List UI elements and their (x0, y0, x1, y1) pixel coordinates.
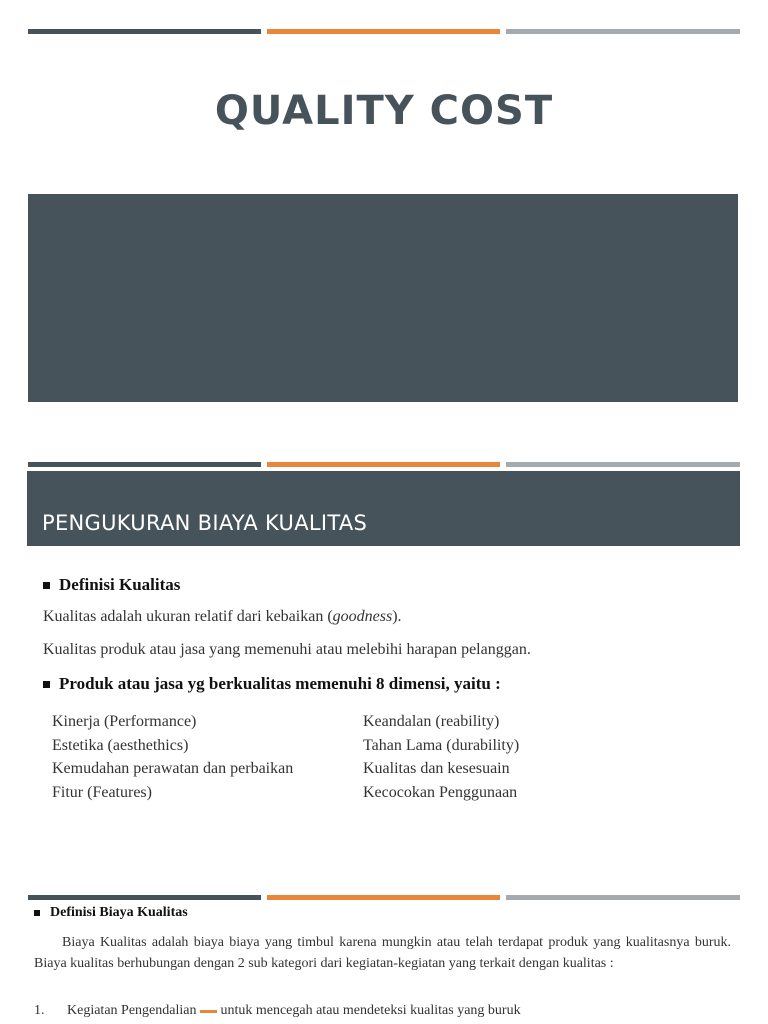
slide1-panel (28, 194, 738, 402)
bullet-text: Produk atau jasa yg berkualitas memenuhi 8 dimensi, yaitu : (59, 674, 501, 693)
accent-bar-dark (28, 895, 261, 900)
item-text: untuk mencegah atau mendeteksi kualitas yang buruk (220, 1003, 521, 1018)
slide2-accent-bars (28, 462, 740, 467)
numbered-item-1 (34, 1003, 521, 1019)
square-bullet-icon (43, 582, 50, 589)
slide1-title: QUALITY COST (214, 88, 554, 134)
definition-line-1-pre: Kualitas adalah ukuran relatif dari kebaikan ( (43, 608, 333, 625)
dimension-item: Kecocokan Penggunaan (363, 783, 518, 801)
accent-bar-dark (28, 462, 261, 467)
slide2-header (27, 471, 740, 546)
bullet-dimensi (43, 674, 501, 694)
accent-bar-gray (506, 462, 740, 467)
bullet-definisi-kualitas (43, 575, 180, 595)
dimensions-left-column (52, 710, 293, 804)
square-bullet-icon (34, 910, 40, 916)
dimension-item: Estetika (aesthethics) (52, 736, 189, 754)
dimension-item: Tahan Lama (durability) (363, 736, 520, 754)
item-label: Kegiatan Pengendalian (67, 1003, 197, 1018)
bullet-text: Definisi Biaya Kualitas (50, 905, 188, 920)
biaya-kualitas-paragraph (34, 932, 731, 974)
bullet-text: Definisi Kualitas (59, 575, 181, 594)
definition-line-1 (43, 608, 402, 626)
item-number: 1. (34, 1003, 45, 1018)
accent-bar-orange (267, 895, 500, 900)
definition-line-2: Kualitas produk atau jasa yang memenuhi atau melebihi harapan pelanggan. (43, 641, 531, 658)
accent-bar-dark (28, 29, 261, 34)
dimension-item: Kemudahan perawatan dan perbaikan (52, 760, 294, 777)
paragraph-text: Biaya Kualitas adalah biaya biaya yang timbul karena mungkin atau telah terdapat produk yang kualitasnya buruk. Biaya kualitas berhubungan dengan 2 sub kategori dari kegiatan-kegiatan yang terkait dengan kualitas : (34, 935, 731, 971)
bullet-definisi-biaya-kualitas (34, 905, 188, 921)
dimension-item: Fitur (Features) (52, 783, 152, 801)
slide3-accent-bars (28, 895, 740, 900)
accent-bar-gray (506, 895, 740, 900)
definition-line-1-post: ). (392, 608, 402, 625)
dimension-item: Keandalan (reability) (363, 713, 500, 730)
accent-bar-orange (267, 29, 500, 34)
slide1-accent-bars (28, 29, 740, 34)
definition-line-1-italic: goodness (332, 608, 393, 625)
square-bullet-icon (43, 681, 50, 688)
slide2-header-title: PENGUKURAN BIAYA KUALITAS (42, 511, 368, 535)
dash-icon (200, 1010, 217, 1013)
dimension-item: Kinerja (Performance) (52, 713, 197, 730)
dimension-item: Kualitas dan kesesuain (363, 760, 510, 777)
accent-bar-gray (506, 29, 740, 34)
dimensions-right-column (363, 710, 519, 804)
accent-bar-orange (267, 462, 500, 467)
